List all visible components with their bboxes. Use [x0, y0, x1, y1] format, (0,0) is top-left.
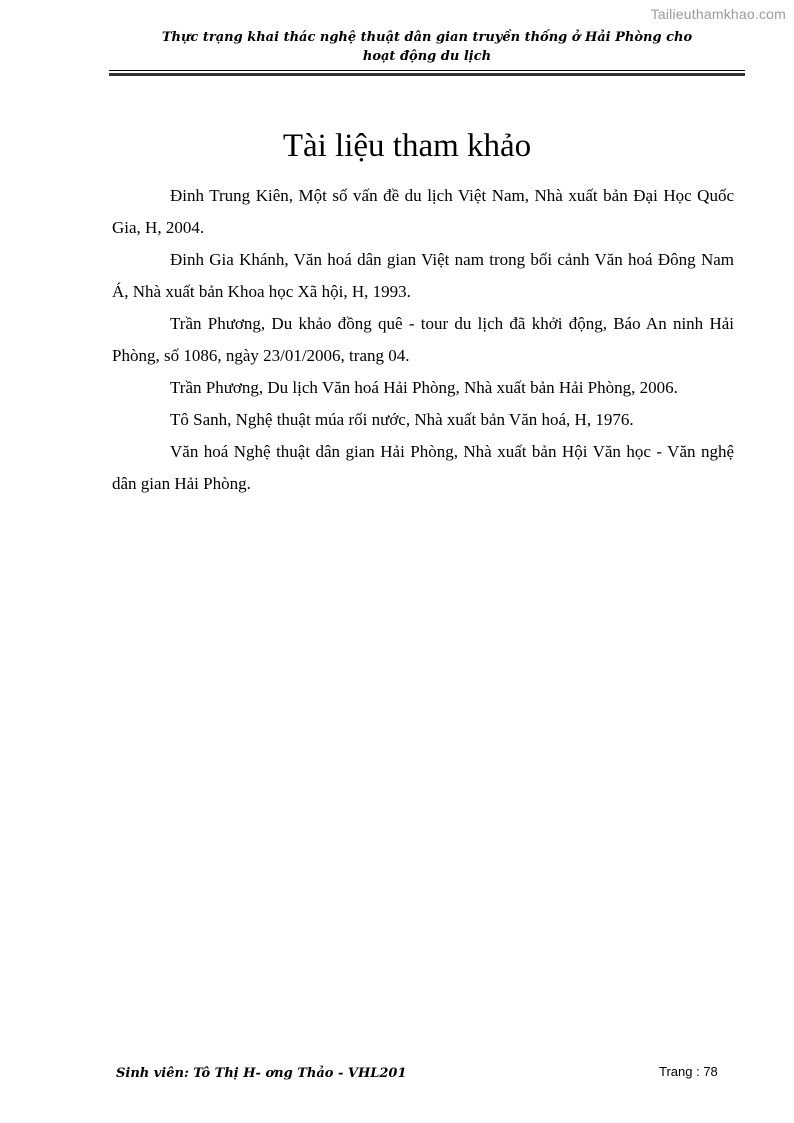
reference-item: Trần Phương, Du khảo đồng quê - tour du lịch đã khởi động, Báo An ninh Hải Phòng, số 1086, ngày 23/01/2006, trang 04. — [112, 314, 734, 365]
page-title: Tài liệu tham khảo — [282, 128, 532, 164]
reference-item: Đinh Gia Khánh, Văn hoá dân gian Việt nam trong bối cảnh Văn hoá Đông Nam Á, Nhà xuất bản Khoa học Xã hội, H, 1993. — [112, 250, 734, 301]
header-rule-thin — [109, 70, 745, 71]
reference-list — [112, 180, 734, 500]
watermark: Tailieuthamkhao.com — [650, 6, 786, 22]
header-line-2: hoạt động du lịch — [362, 49, 492, 64]
reference-item: Văn hoá Nghệ thuật dân gian Hải Phòng, Nhà xuất bản Hội Văn học - Văn nghệ dân gian Hải Phòng. — [112, 442, 734, 493]
header-rule-thick — [109, 73, 745, 76]
reference-item: Tô Sanh, Nghệ thuật múa rối nước, Nhà xuất bản Văn hoá, H, 1976. — [170, 410, 634, 429]
footer-student: Sinh viên: Tô Thị H- ơng Thảo - VHL201 — [116, 1066, 407, 1081]
reference-item: Đinh Trung Kiên, Một số vấn đề du lịch Việt Nam, Nhà xuất bản Đại Học Quốc Gia, H, 2004. — [112, 186, 734, 237]
footer-page-number: Trang : 78 — [659, 1064, 718, 1079]
header-line-1: Thực trạng khai thác nghệ thuật dân gian truyền thống ở Hải Phòng cho — [161, 30, 693, 45]
running-header — [109, 28, 745, 66]
reference-item: Trần Phương, Du lịch Văn hoá Hải Phòng, Nhà xuất bản Hải Phòng, 2006. — [170, 378, 678, 397]
